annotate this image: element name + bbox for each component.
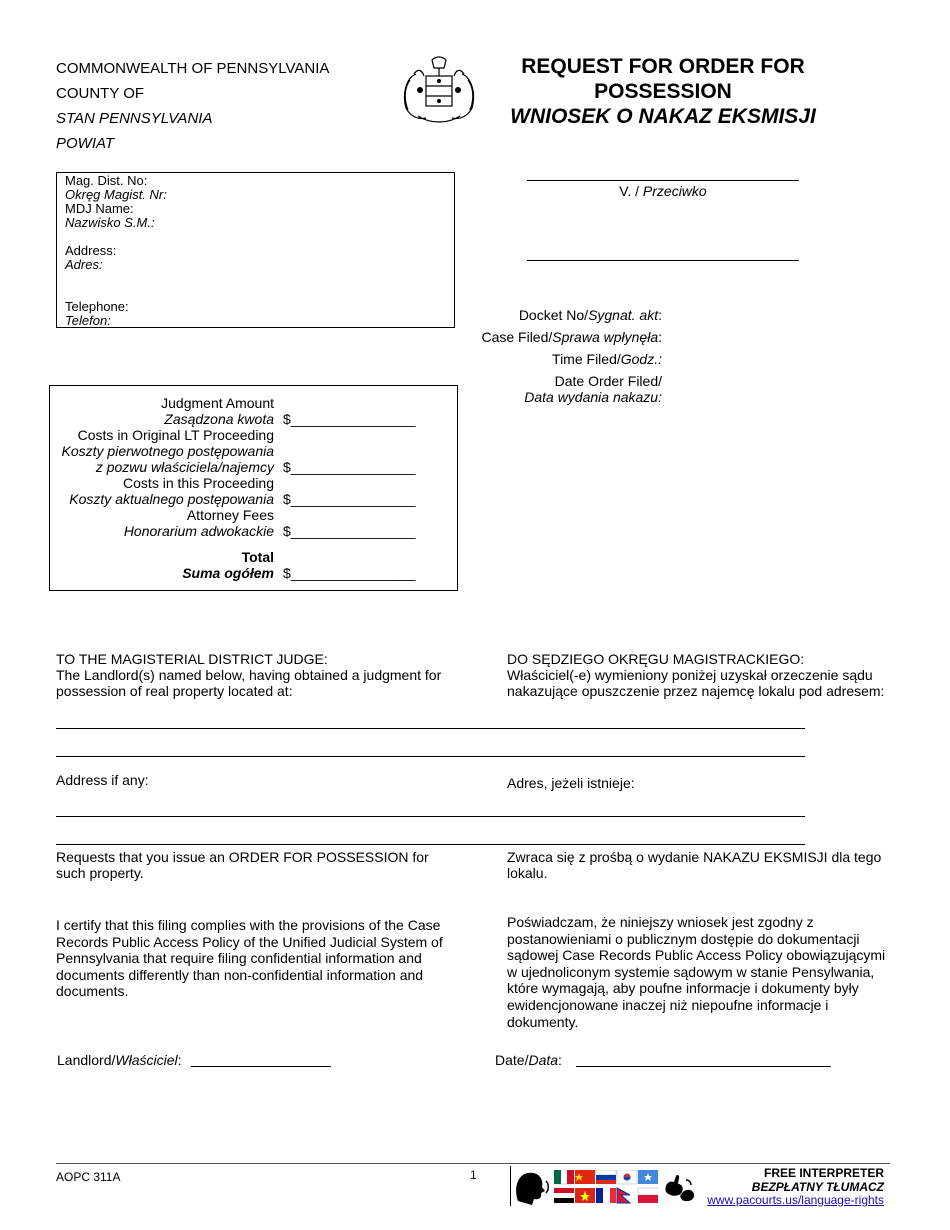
time-filed-text-pl: Godz.:	[620, 351, 662, 367]
form-title-line1: REQUEST FOR ORDER FOR	[521, 55, 805, 78]
case-filed-colon: :	[658, 329, 662, 345]
date-order-label: Date Order Filed/	[554, 373, 662, 389]
landlord-signature-label	[57, 1052, 182, 1068]
property-line-1[interactable]	[56, 728, 805, 729]
costs-original-label-pl2: z pozwu właściciela/najemcy	[95, 459, 274, 475]
date-text: Date/	[495, 1052, 529, 1068]
footer-divider	[510, 1166, 511, 1206]
docket-no-label	[460, 307, 662, 329]
date-text-pl: Data	[528, 1052, 559, 1068]
to-judge-section-pl	[507, 651, 897, 699]
address-label-pl: Adres:	[65, 257, 103, 272]
landlord-text-pl: Właściciel	[115, 1052, 178, 1068]
interpreter-notice	[700, 1167, 884, 1208]
time-filed-text: Time Filed/	[552, 351, 621, 367]
landlord-text: Landlord/	[57, 1052, 116, 1068]
total-label: Total	[241, 549, 274, 565]
county-label: COUNTY OF	[56, 85, 145, 102]
address-line-1[interactable]	[56, 816, 805, 817]
costs-this-label-pl: Koszty aktualnego postępowania	[69, 491, 274, 507]
date-signature-line[interactable]	[576, 1066, 831, 1067]
request-statement-pl: Zwraca się z prośbą o wydanie NAKAZU EKSMISJI dla tego lokalu.	[507, 849, 882, 881]
sign-language-icon	[662, 1172, 696, 1204]
interpreter-label: FREE INTERPRETER	[763, 1166, 884, 1180]
county-label-pl: POWIAT	[56, 135, 115, 152]
interpreter-label-pl: BEZPŁATNY TŁUMACZ	[751, 1179, 884, 1194]
certification-statement: I certify that this filing complies with the provisions of the Case Records Public Access Policy of the Unified Judicial System of Pennsylvania that require filing confidential information and documents differently than non-confidential information and documents.	[56, 917, 443, 1000]
commonwealth-label-pl: STAN PENNSYLVANIA	[56, 110, 213, 127]
plaintiff-line[interactable]	[527, 180, 799, 181]
footer-rule	[56, 1163, 890, 1164]
telephone-label: Telephone:	[65, 299, 129, 314]
certification-statement-pl: Poświadczam, że niniejszy wniosek jest zgodny z postanowieniami o publicznym dostępie do dokumentacji sądowej Case Records Public Access Policy obowiązującymi w ujednoliconym systemie sądowym w stanie Pensylwania, które wymagają, aby poufne informacje i dokumenty były ewidencjonowane inaczej niż niepoufne informacje i dokumenty.	[507, 914, 886, 1030]
versus-label	[527, 183, 799, 199]
mdj-name-label-pl: Nazwisko S.M.:	[65, 215, 155, 230]
amount-labels	[50, 395, 274, 581]
versus-text: V. /	[619, 183, 643, 199]
to-judge-section	[56, 651, 456, 699]
total-field[interactable]: $________________	[283, 565, 416, 581]
date-signature-label	[495, 1052, 562, 1068]
page-number: 1	[470, 1168, 477, 1182]
pennsylvania-seal-icon	[396, 54, 482, 126]
mdj-name-label: MDJ Name:	[65, 201, 134, 216]
form-title-line2: POSSESSION	[594, 80, 732, 103]
time-filed-label	[460, 351, 662, 373]
costs-original-field[interactable]: $________________	[283, 459, 416, 475]
attorney-fees-label: Attorney Fees	[186, 507, 274, 523]
case-filed-text: Case Filed/	[481, 329, 553, 345]
landlord-statement-pl: Właściciel(-e) wymieniony poniżej uzyskał orzeczenie sądu nakazujące opuszczenie przez najemcę lokalu pod adresem:	[507, 667, 885, 699]
attorney-fees-label-pl: Honorarium adwokackie	[123, 523, 274, 539]
speaking-head-icon	[512, 1167, 552, 1207]
to-judge-heading: TO THE MAGISTERIAL DISTRICT JUDGE:	[56, 651, 328, 667]
commonwealth-label: COMMONWEALTH OF PENNSYLVANIA	[56, 60, 330, 77]
mag-dist-label: Mag. Dist. No:	[65, 173, 148, 188]
case-filed-text-pl: Sprawa wpłynęła	[552, 329, 659, 345]
language-flags-icon	[554, 1170, 658, 1204]
costs-original-label: Costs in Original LT Proceeding	[77, 427, 274, 443]
telephone-label-pl: Telefon:	[65, 313, 111, 328]
judgment-amount-label: Judgment Amount	[161, 395, 274, 411]
court-heading	[56, 56, 376, 156]
amounts-box	[49, 385, 458, 591]
attorney-fees-field[interactable]: $________________	[283, 523, 416, 539]
address-line-2[interactable]	[56, 844, 805, 845]
address-if-any-label: Address if any:	[56, 772, 149, 788]
date-order-label-pl: Data wydania nakazu:	[524, 389, 662, 405]
property-line-2[interactable]	[56, 756, 805, 757]
landlord-statement: The Landlord(s) named below, having obtained a judgment for possession of real property located at:	[56, 667, 442, 699]
docket-labels	[460, 307, 662, 405]
defendant-line[interactable]	[527, 260, 799, 261]
total-label-pl: Suma ogółem	[182, 565, 274, 581]
versus-text-pl: Przeciwko	[642, 183, 707, 199]
address-if-any-label-pl: Adres, jeżeli istnieje:	[507, 775, 635, 791]
docket-no-text: Docket No/	[518, 307, 589, 323]
docket-no-colon: :	[658, 307, 662, 323]
address-label: Address:	[65, 243, 117, 258]
form-id: AOPC 311A	[56, 1170, 121, 1184]
mag-dist-label-pl: Okręg Magist. Nr:	[65, 187, 167, 202]
landlord-signature-line[interactable]	[191, 1066, 331, 1067]
form-title-pl: WNIOSEK O NAKAZ EKSMISJI	[510, 105, 816, 128]
form-title	[500, 54, 826, 129]
court-info-box	[56, 172, 455, 328]
costs-original-label-pl1: Koszty pierwotnego postępowania	[61, 443, 274, 459]
costs-this-field[interactable]: $________________	[283, 491, 416, 507]
language-rights-link[interactable]: www.pacourts.us/language-rights	[707, 1193, 884, 1207]
costs-this-label: Costs in this Proceeding	[123, 475, 274, 491]
judgment-amount-field[interactable]: $________________	[283, 411, 416, 427]
request-statement: Requests that you issue an ORDER FOR POSSESSION for such property.	[56, 849, 429, 881]
date-colon: :	[558, 1052, 562, 1068]
docket-no-text-pl: Sygnat. akt	[588, 307, 659, 323]
to-judge-heading-pl: DO SĘDZIEGO OKRĘGU MAGISTRACKIEGO:	[507, 651, 805, 667]
judgment-amount-label-pl: Zasądzona kwota	[164, 411, 274, 427]
landlord-colon: :	[177, 1052, 182, 1068]
case-filed-label	[460, 329, 662, 351]
